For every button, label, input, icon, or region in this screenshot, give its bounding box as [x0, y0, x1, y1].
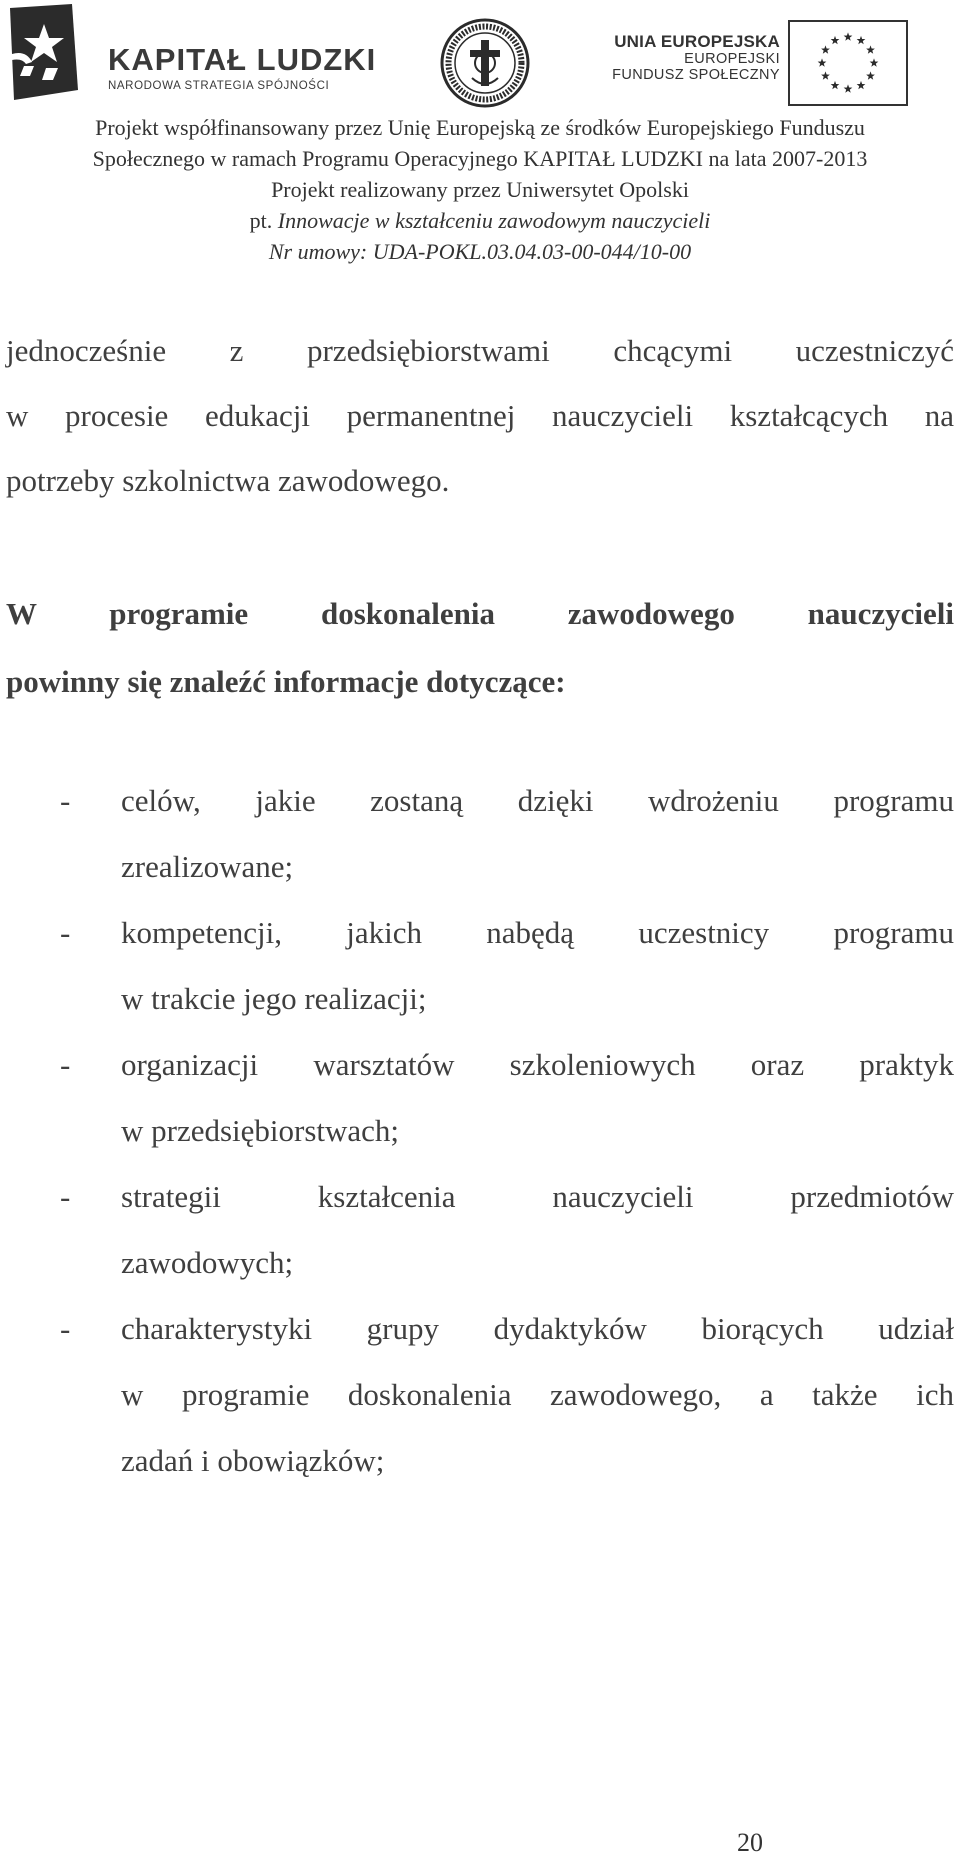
list-dash: - [60, 915, 71, 950]
list-item-text [121, 900, 954, 1032]
list-line: organizacji warsztatów szkoleniowych oraz praktyk [121, 1047, 954, 1082]
section-heading [6, 580, 954, 716]
eu-star-icon [844, 84, 853, 92]
list-line: w trakcie jego realizacji; [121, 981, 427, 1016]
list-dash: - [60, 1047, 71, 1082]
paragraph-line: jednocześnie z przedsiębiorstwami chcącymi uczestniczyć [6, 333, 954, 368]
list-line: strategii kształcenia nauczycieli przedmiotów [121, 1179, 954, 1214]
list-item [0, 768, 960, 900]
list-item-text [121, 768, 954, 900]
eu-line2: EUROPEJSKI [684, 51, 780, 68]
list-dash: - [60, 1311, 71, 1346]
paragraph-line: potrzeby szkolnictwa zawodowego. [6, 463, 450, 498]
heading-line: W programie doskonalenia zawodowego nauczycieli [6, 596, 954, 631]
eu-star-icon [857, 81, 866, 89]
list-item-text [121, 1164, 954, 1296]
project-title-italic: Innowacje w kształceniu zawodowym nauczycieli [277, 208, 711, 233]
list-line: charakterystyki grupy dydaktyków biorących udział [121, 1311, 954, 1346]
list-line: zadań i obowiązków; [121, 1443, 385, 1478]
eu-line1: UNIA EUROPEJSKA [614, 32, 780, 51]
project-line-1: Projekt współfinansowany przez Unię Europejską ze środków Europejskiego Funduszu [95, 115, 865, 140]
eu-line3: FUNDUSZ SPOŁECZNY [612, 67, 780, 84]
list-dash: - [60, 783, 71, 818]
list-item [0, 1032, 960, 1164]
kapital-ludzki-logo-text [108, 44, 376, 92]
eu-star-icon [821, 71, 830, 79]
list-dash: - [60, 1179, 71, 1214]
project-title-prefix: pt. [249, 208, 273, 233]
project-line-3: Projekt realizowany przez Uniwersytet Opolski [271, 177, 689, 202]
list-line: kompetencji, jakich nabędą uczestnicy programu [121, 915, 954, 950]
kapital-ludzki-logo-icon [6, 4, 82, 102]
eu-star-icon [866, 71, 875, 79]
eu-star-icon [821, 45, 830, 53]
heading-line: powinny się znaleźć informacje dotyczące: [6, 664, 566, 699]
list-line: celów, jakie zostaną dzięki wdrożeniu programu [121, 783, 954, 818]
eu-star-icon [818, 58, 827, 66]
logo-title: KAPITAŁ LUDZKI [108, 42, 377, 77]
list-item-text [121, 1296, 954, 1494]
logo-subtitle: NARODOWA STRATEGIA SPÓJNOŚCI [108, 80, 330, 92]
project-title [0, 205, 960, 236]
project-info [0, 112, 960, 267]
header-logos [0, 0, 960, 112]
list-line: zawodowych; [121, 1245, 294, 1280]
eu-star-icon [857, 36, 866, 44]
university-seal-icon [440, 18, 530, 108]
eu-logo-text [612, 32, 780, 84]
paragraph-line: w procesie edukacji permanentnej nauczycieli kształcących na [6, 398, 954, 433]
page-number: 20 [737, 1828, 763, 1857]
info-list [0, 768, 960, 1494]
eu-star-icon [831, 81, 840, 89]
list-item [0, 1296, 960, 1494]
eu-star-icon [831, 36, 840, 44]
eu-star-icon [844, 32, 853, 40]
list-line: w przedsiębiorstwach; [121, 1113, 400, 1148]
list-item-text [121, 1032, 954, 1164]
eu-flag-icon [788, 20, 908, 106]
list-line: zrealizowane; [121, 849, 294, 884]
eu-star-icon [870, 58, 879, 66]
eu-star-icon [866, 45, 875, 53]
list-item [0, 900, 960, 1032]
list-line: w programie doskonalenia zawodowego, a także ich [121, 1377, 954, 1412]
contract-number: Nr umowy: UDA-POKL.03.04.03-00-044/10-00 [268, 239, 692, 264]
list-item [0, 1164, 960, 1296]
project-line-2: Społecznego w ramach Programu Operacyjnego KAPITAŁ LUDZKI na lata 2007-2013 [92, 146, 868, 171]
paragraph-1 [6, 318, 954, 513]
